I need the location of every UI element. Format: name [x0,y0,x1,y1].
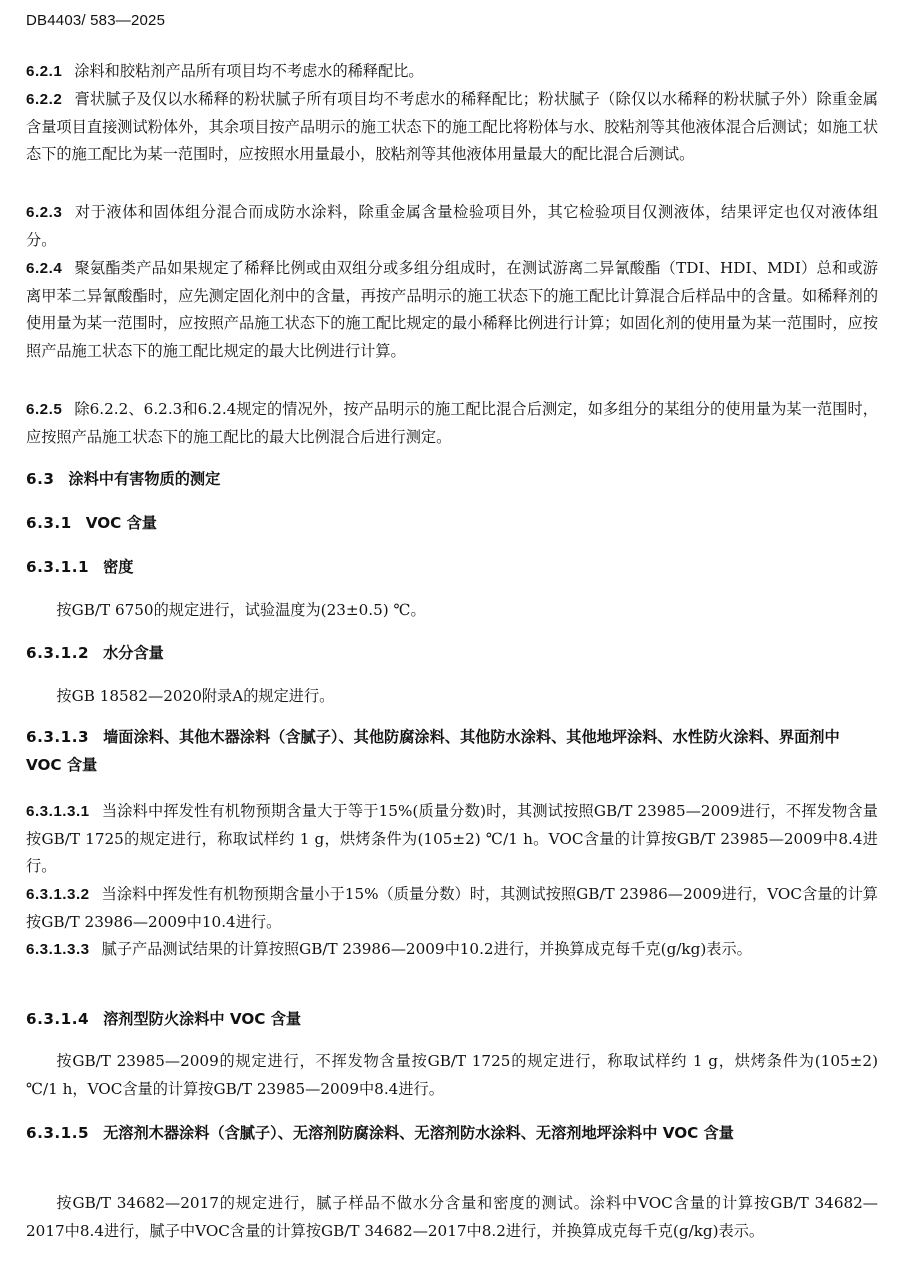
clause-6-2-1 [26,58,878,86]
paragraph-water-content: 按GB 18582—2020附录A的规定进行。 [56,687,335,705]
clause-text: 除6.2.2、6.2.3和6.2.4规定的情况外，按产品明示的施工配比混合后测定，如多组分的某组分的使用量为某一范围时，应按照产品施工状态下的施工配比的最大比例混合后进行测定。 [26,400,878,446]
clause-number: 6.2.2 [26,91,63,108]
paragraph-solvent-fire-coating: 按GB/T 23985—2009的规定进行，不挥发物含量按GB/T 1725的规定进行，称取试样约 1 g，烘烤条件为(105±2) ℃/1 h，VOC含量的计算按GB/T 23985—2009中8.4进行。 [26,1052,878,1098]
document-code: DB4403/ 583—2025 [26,12,166,29]
clause-text: 腻子产品测试结果的计算按照GB/T 23986—2009中10.2进行，并换算成克每千克(g/kg)表示。 [101,940,752,958]
section-title: VOC 含量 [85,514,157,532]
clause-6-3-1-3-3 [26,936,878,964]
clause-number: 6.2.5 [26,401,63,418]
section-heading-6-3-1-1 [26,554,878,582]
clause-6-2-4 [26,255,878,365]
clause-6-2-3 [26,199,878,254]
section-title: 涂料中有害物质的测定 [68,470,221,488]
section-number: 6.3.1.4 [26,1010,90,1028]
clause-text: 当涂料中挥发性有机物预期含量大于等于15%(质量分数)时，其测试按照GB/T 23985—2009进行，不挥发物含量按GB/T 1725的规定进行，称取试样约 1 g，烘烤条件为(105±2) ℃/1 h。VOC含量的计算按GB/T 23985—2009中8.4进行。 [26,802,878,875]
clause-text: 聚氨酯类产品如果规定了稀释比例或由双组分或多组分组成时，在测试游离二异氰酸酯（TDI、HDI、MDI）总和或游离甲苯二异氰酸酯时，应先测定固化剂中的含量，再按产品明示的施工状态下的施工配比计算混合后样品中的含量。如稀释剂的使用量为某一范围时，应按照产品施工状态下的施工配比规定的最小稀释比例进行计算；如固化剂的使用量为某一范围时，应按照产品施工状态下的施工配比规定的最大比例进行计算。 [26,259,878,360]
section-number: 6.3.1.1 [26,558,90,576]
section-heading-6-3-1 [26,510,878,538]
section-heading-6-3 [26,466,878,494]
section-title: 墙面涂料、其他木器涂料（含腻子）、其他防腐涂料、其他防水涂料、其他地坪涂料、水性防火涂料、界面剂中 VOC 含量 [26,728,840,774]
clause-6-3-1-3-1 [26,798,878,881]
clause-number: 6.3.1.3.2 [26,886,90,903]
section-title: 无溶剂木器涂料（含腻子）、无溶剂防腐涂料、无溶剂防水涂料、无溶剂地坪涂料中 VOC 含量 [103,1124,734,1142]
clause-number: 6.3.1.3.3 [26,941,90,958]
section-number: 6.3 [26,470,55,488]
section-number: 6.3.1 [26,514,72,532]
section-number: 6.3.1.2 [26,644,90,662]
section-heading-6-3-1-2 [26,640,878,668]
section-title: 密度 [103,558,134,576]
clause-6-2-2 [26,86,878,169]
section-heading-6-3-1-4 [26,1006,878,1034]
clause-number: 6.2.3 [26,204,63,221]
section-title: 溶剂型防火涂料中 VOC 含量 [103,1010,302,1028]
clause-number: 6.3.1.3.1 [26,803,90,820]
clause-text: 涂料和胶粘剂产品所有项目均不考虑水的稀释配比。 [74,62,424,80]
clause-6-3-1-3-2 [26,881,878,936]
paragraph-solvent-free-coatings: 按GB/T 34682—2017的规定进行，腻子样品不做水分含量和密度的测试。涂料中VOC含量的计算按GB/T 34682—2017中8.4进行，腻子中VOC含量的计算按GB/T 34682—2017中8.2进行，并换算成克每千克(g/kg)表示。 [26,1194,878,1240]
section-number: 6.3.1.3 [26,728,90,746]
section-number: 6.3.1.5 [26,1124,90,1142]
clause-text: 膏状腻子及仅以水稀释的粉状腻子所有项目均不考虑水的稀释配比；粉状腻子（除仅以水稀释的粉状腻子外）除重金属含量项目直接测试粉体外，其余项目按产品明示的施工状态下的施工配比将粉体与水、胶粘剂等其他液体混合后测试；如施工状态下的施工配比为某一范围时，应按照水用量最小，胶粘剂等其他液体用量最大的配比混合后测试。 [26,90,878,163]
clause-number: 6.2.1 [26,63,63,80]
section-heading-6-3-1-3 [26,724,878,779]
clause-6-2-5 [26,396,878,451]
paragraph-density: 按GB/T 6750的规定进行，试验温度为(23±0.5) ℃。 [56,601,426,619]
clause-text: 当涂料中挥发性有机物预期含量小于15%（质量分数）时，其测试按照GB/T 23986—2009进行，VOC含量的计算按GB/T 23986—2009中10.4进行。 [26,885,878,931]
clause-text: 对于液体和固体组分混合而成防水涂料，除重金属含量检验项目外，其它检验项目仅测液体，结果评定也仅对液体组分。 [26,203,878,249]
section-title: 水分含量 [103,644,164,662]
section-heading-6-3-1-5 [26,1120,878,1148]
clause-number: 6.2.4 [26,260,63,277]
